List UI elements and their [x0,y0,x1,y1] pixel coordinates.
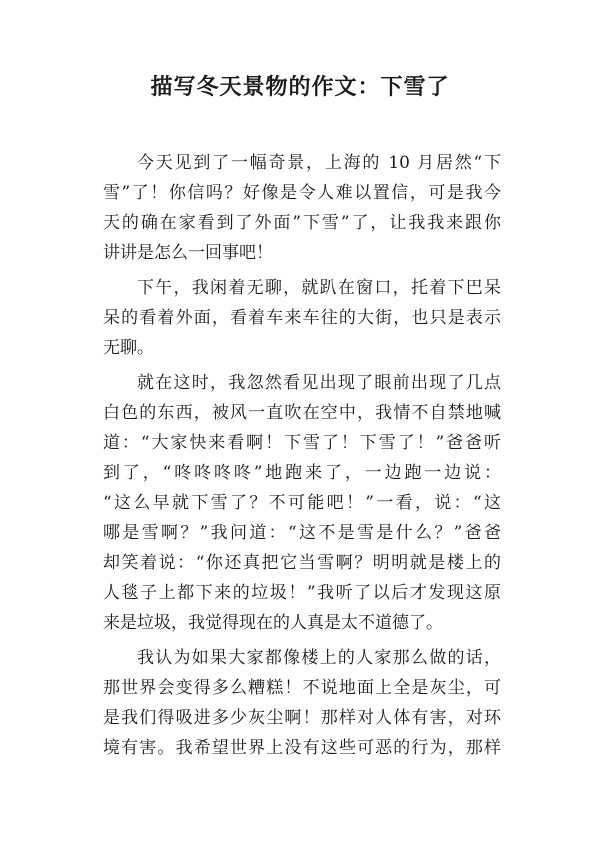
text-line: 今天见到了一幅奇景，上海的 10 月居然“下 [137,153,501,173]
text-line: 讲讲是怎么一回事吧！ [103,243,273,263]
text-line: 道：“大家快来看啊！下雪了！下雪了！”爸爸听 [103,433,501,453]
page-title: 描写冬天景物的作文：下雪了 [150,75,450,100]
text-line: 我认为如果大家都像楼上的人家那么做的话， [137,648,501,668]
text-line: 人毯子上都下来的垃圾！”我听了以后才发现这原 [103,583,501,603]
text-line: 境有害。我希望世界上没有这些可恶的行为，那样 [103,738,501,758]
text-line: 呆的看着外面，看着车来车往的大街，也只是表示 [103,308,501,328]
text-line: 却笑着说：“你还真把它当雪啊？明明就是楼上的 [103,553,501,573]
text-line: 是我们得吸进多少灰尘啊！那样对人体有害，对环 [103,708,501,728]
text-line: “这么早就下雪了？不可能吧！”一看，说：“这 [103,493,501,513]
text-line: 下午，我闲着无聊，就趴在窗口，托着下巴呆 [137,278,501,298]
paragraph-1 [103,148,501,268]
text-line: 那世界会变得多么糟糕！不说地面上全是灰尘，可 [103,678,501,698]
text-line: 无聊。 [103,338,154,358]
text-line: 雪”了！你信吗？好像是令人难以置信，可是我今 [103,183,501,203]
paragraph-4 [103,643,501,763]
text-line: 来是垃圾，我觉得现在的人真是太不道德了。 [103,613,443,633]
essay-body [103,148,501,763]
paragraph-3 [103,368,501,638]
paragraph-2 [103,273,501,363]
text-line: 天的确在家看到了外面”下雪”了，让我我来跟你 [103,213,501,233]
text-line: 就在这时，我忽然看见出现了眼前出现了几点 [137,373,501,393]
text-line: 到了，“咚咚咚咚”地跑来了，一边跑一边说： [103,463,501,483]
text-line: 哪是雪啊？”我问道：“这不是雪是什么？”爸爸 [103,523,501,543]
text-line: 白色的东西，被风一直吹在空中，我情不自禁地喊 [103,403,501,423]
